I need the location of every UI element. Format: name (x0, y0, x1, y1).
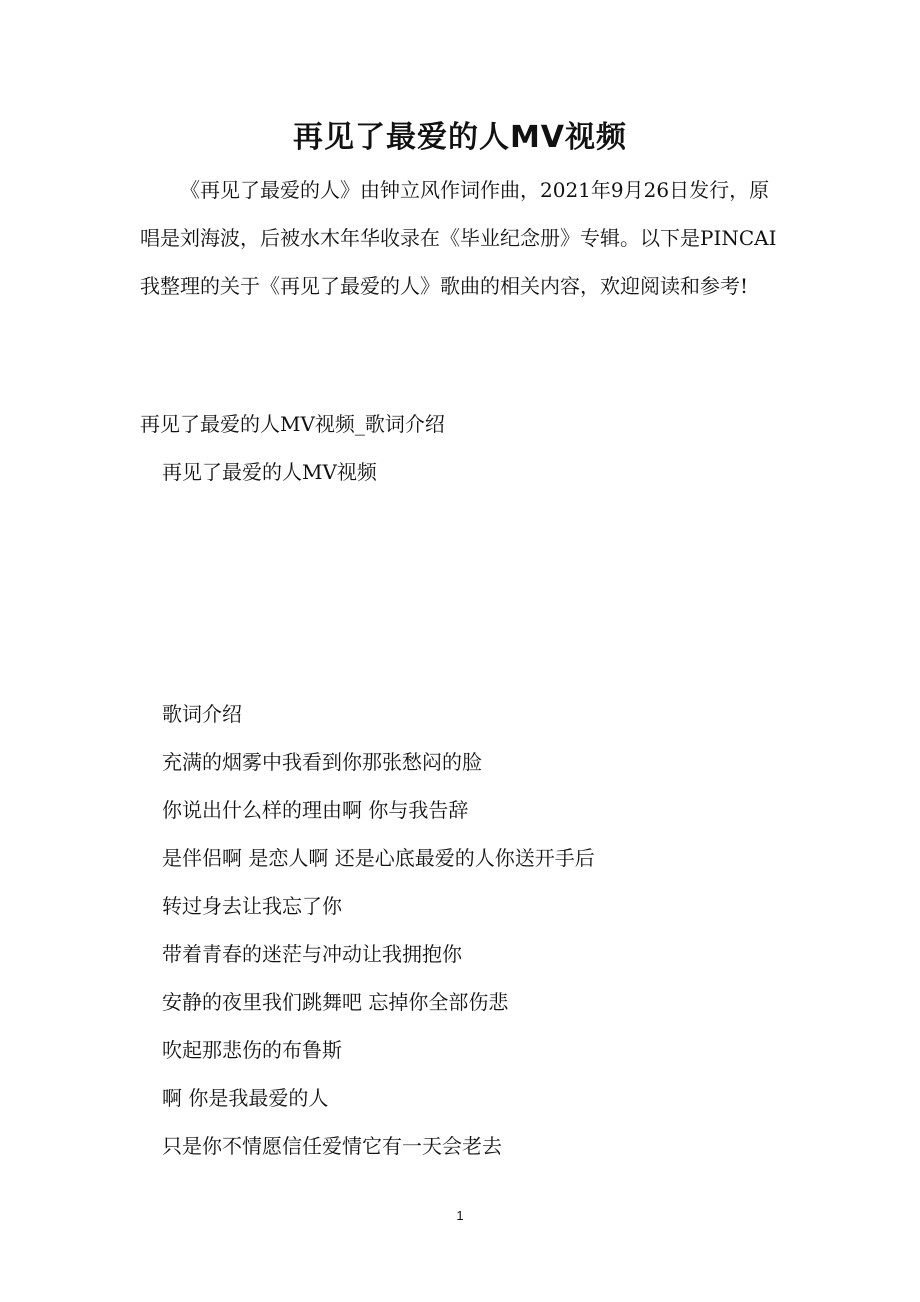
lyric-line: 只是你不情愿信任爱情它有一天会老去 (162, 1134, 502, 1158)
lyric-line: 转过身去让我忘了你 (162, 894, 342, 918)
lyric-line: 带着青春的迷茫与冲动让我拥抱你 (162, 942, 462, 966)
lyrics-list (162, 748, 595, 1180)
intro-paragraph: 《再见了最爱的人》由钟立风作词作曲，2021年9月26日发行，原唱是刘海波，后被水木年华收录在《毕业纪念册》专辑。以下是PINCAI我整理的关于《再见了最爱的人》歌曲的相关内容，欢迎阅读和参考! (140, 178, 777, 298)
page-number: 1 (456, 1208, 464, 1223)
page-title: 再见了最爱的人MV视频 (292, 120, 628, 155)
lyric-line: 充满的烟雾中我看到你那张愁闷的脸 (162, 750, 482, 774)
lyric-line: 是伴侣啊 是恋人啊 还是心底最爱的人你送开手后 (162, 846, 595, 870)
lyric-line: 吹起那悲伤的布鲁斯 (162, 1038, 342, 1062)
lyric-line: 你说出什么样的理由啊 你与我告辞 (162, 798, 469, 822)
lyric-line: 安静的夜里我们跳舞吧 忘掉你全部伤悲 (162, 990, 509, 1014)
section-heading: 再见了最爱的人MV视频_歌词介绍 (140, 412, 445, 436)
lyrics-heading: 歌词介绍 (162, 702, 242, 726)
mv-title: 再见了最爱的人MV视频 (162, 460, 377, 484)
lyric-line: 啊 你是我最爱的人 (162, 1086, 329, 1110)
